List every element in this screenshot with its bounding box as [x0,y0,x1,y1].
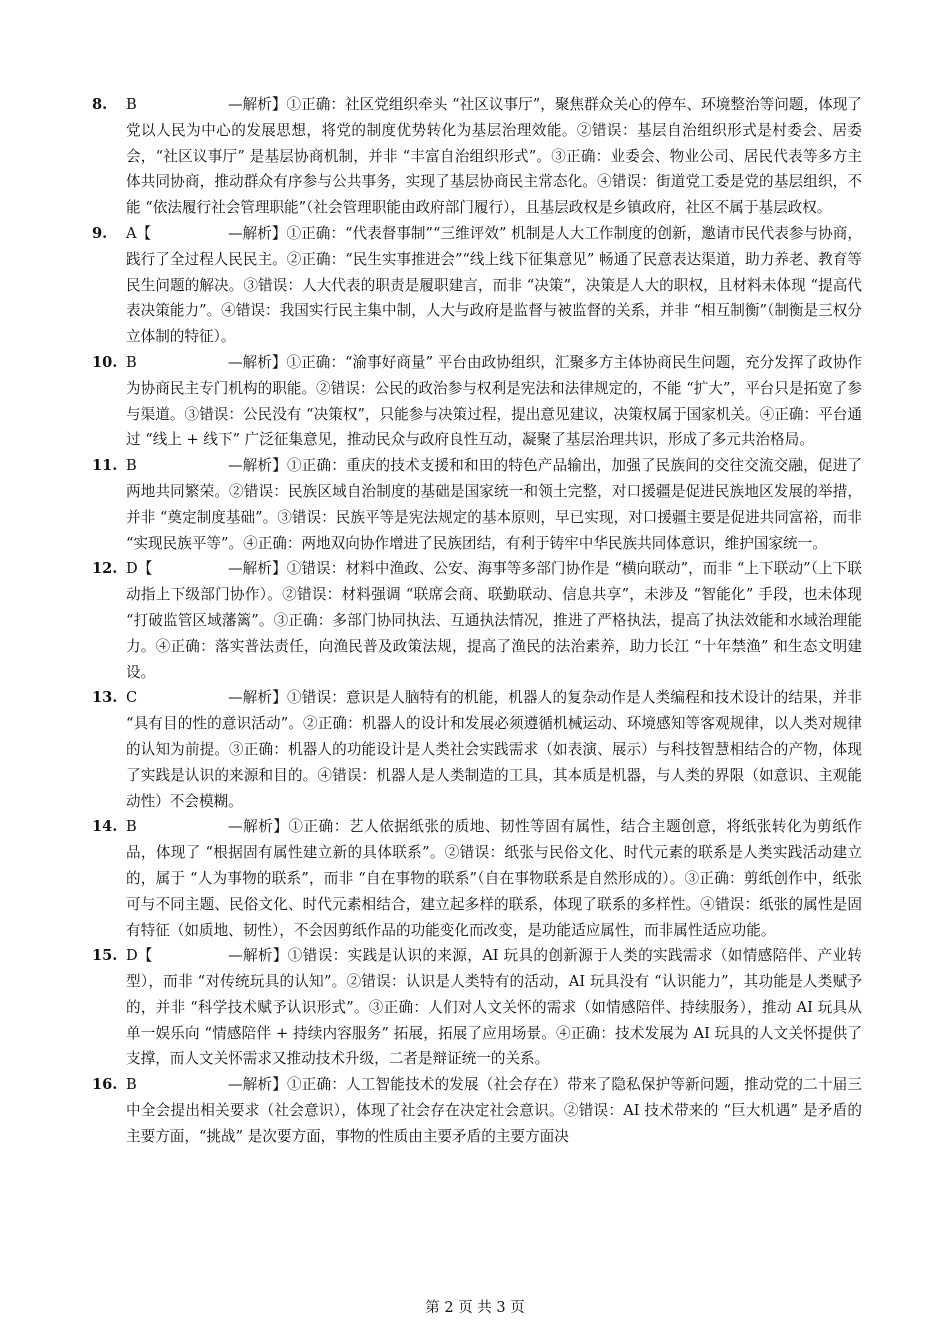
answer-item-9 [92,221,862,350]
analysis-text: —解析】①正确：社区党组织牵头 “社区议事厅”，聚焦群众关心的停车、环境整治等问题，体现了党以人民为中心的发展思想，将党的制度优势转化为基层治理效能。②错误：基层自治组织形式是村委会、居委会，“社区议事厅” 是基层协商机制，并非 “丰富自治组织形式”。③正确：业委会、物业公司、居民代表等多方主体共同协商，推动群众有序参与公共事务，实现了基层协商民主常态化。④错误：街道党工委是党的基层组织，不能 “依法履行社会管理职能”（社会管理职能由政府部门履行），且基层政权是乡镇政府，社区不属于基层政权。 [126,96,862,217]
answer-choice: A【 [126,224,152,242]
answer-item-10 [92,350,862,453]
question-number: 16. [92,1076,118,1094]
answer-item-13 [92,685,862,814]
analysis-text: —解析】①错误：实践是认识的来源，AI 玩具的创新源于人类的实践需求（如情感陪伴、产业转型），而非 “对传统玩具的认知”。②错误：认识是人类特有的活动，AI 玩具没有 “认识能力”，其功能是人类赋予的，并非 “科学技术赋予认识形式”。③正确：人们对人文关怀的需求（如情感陪伴、持续服务），推动 AI 玩具从单一娱乐向 “情感陪伴 + 持续内容服务” 拓展，拓展了应用场景。④正确：技术发展为 AI 玩具的人文关怀提供了支撑，而人文关怀需求又推动技术升级，二者是辩证统一的关系。 [126,947,862,1068]
analysis-text: —解析】①错误：意识是人脑特有的机能，机器人的复杂动作是人类编程和技术设计的结果，并非 “具有目的性的意识活动”。②正确：机器人的设计和发展必须遵循机械运动、环境感知等客观规律，以人类对规律的认知为前提。③正确：机器人的功能设计是人类社会实践需求（如表演、展示）与科技智慧相结合的产物，体现了实践是认识的来源和目的。④错误：机器人是人类制造的工具，其本质是机器，与人类的界限（如意识、主观能动性）不会模糊。 [126,689,862,810]
answer-list [92,92,862,1150]
answer-text [126,1072,862,1149]
answer-text [126,453,862,556]
answer-text [126,556,862,685]
analysis-text: —解析】①错误：材料中渔政、公安、海事等多部门协作是 “横向联动”，而非 “上下联动”（上下联动指上下级部门协作）。②错误：材料强调 “联席会商、联勤联动、信息共享”，未涉及 “智能化” 手段，也未体现 “打破监管区域藩篱”。③正确：多部门协同执法、互通执法情况，推进了严格执法，提高了执法效能和水域治理能力。④正确：落实普法责任，向渔民普及政策法规，提高了渔民的法治素养，助力长江 “十年禁渔” 和生态文明建设。 [126,560,862,681]
answer-item-8 [92,92,862,221]
question-number: 10. [92,353,118,371]
answer-choice: B [126,353,137,371]
answer-choice: C [126,689,138,707]
answer-choice: D【 [126,947,153,965]
answer-text [126,92,862,221]
analysis-text: —解析】①正确：“渝事好商量” 平台由政协组织，汇聚多方主体协商民生问题，充分发挥了政协作为协商民主专门机构的职能。②错误：公民的政治参与权利是宪法和法律规定的，不能 “扩大”，平台只是拓宽了参与渠道。③错误：公民没有 “决策权”，只能参与决策过程，提出意见建议，决策权属于国家机关。④正确：平台通过 “线上 + 线下” 广泛征集意见，推动民众与政府良性互动，凝聚了基层治理共识，形成了多元共治格局。 [126,353,862,449]
answer-item-12 [92,556,862,685]
analysis-text: —解析】①正确：重庆的技术支援和和田的特色产品输出，加强了民族间的交往交流交融，促进了两地共同繁荣。②错误：民族区域自治制度的基础是国家统一和领土完整，对口援疆是促进民族地区发展的举措，并非 “奠定制度基础”。③错误：民族平等是宪法规定的基本原则，早已实现，对口援疆主要是促进共同富裕，而非 “实现民族平等”。④正确：两地双向协作增进了民族团结，有利于铸牢中华民族共同体意识，维护国家统一。 [126,457,862,552]
answer-text [126,814,862,943]
question-number: 13. [92,689,118,707]
answer-item-16 [92,1072,862,1149]
page-footer: 第 2 页 共 3 页 [425,1300,525,1316]
question-number: 8. [92,96,108,113]
answer-choice: B [126,457,137,475]
answer-choice: B [126,96,137,113]
answer-text [126,685,862,814]
answer-text [126,350,862,453]
answer-item-15 [92,943,862,1072]
question-number: 12. [92,560,118,578]
answer-choice: D【 [126,560,153,578]
answer-item-11 [92,453,862,556]
answer-text [126,943,862,1072]
answer-choice: B [126,818,137,836]
question-number: 9. [92,224,108,242]
analysis-text: —解析】①正确：人工智能技术的发展（社会存在）带来了隐私保护等新问题，推动党的二十届三中全会提出相关要求（社会意识），体现了社会存在决定社会意识。②错误：AI 技术带来的 “巨大机遇” 是矛盾的主要方面，“挑战” 是次要方面，事物的性质由主要矛盾的主要方面决 [126,1076,862,1145]
question-number: 11. [92,457,118,475]
answer-choice: B [126,1076,137,1094]
question-number: 14. [92,818,118,836]
question-number: 15. [92,947,118,965]
analysis-text: —解析】①正确：“代表督事制”“三维评效” 机制是人大工作制度的创新，邀请市民代表参与协商，践行了全过程人民民主。②正确：“民生实事推进会”“线上线下征集意见” 畅通了民意表达渠道，助力养老、教育等民生问题的解决。③错误：人大代表的职责是履职建言，而非 “决策”，决策是人大的职权，且材料未体现 “提高代表决策能力”。④错误：我国实行民主集中制，人大与政府是监督与被监督的关系，并非 “相互制衡”（制衡是三权分立体制的特征）。 [126,224,862,346]
analysis-text: —解析】①正确：艺人依据纸张的质地、韧性等固有属性，结合主题创意，将纸张转化为剪纸作品，体现了 “根据固有属性建立新的具体联系”。②错误：纸张与民俗文化、时代元素的联系是人类实践活动建立的，属于 “人为事物的联系”，而非 “自在事物的联系”（自在事物联系是自然形成的）。③正确：剪纸创作中，纸张可与不同主题、民俗文化、时代元素相结合，建立起多样的联系，体现了联系的多样性。④错误：纸张的属性是固有特征（如质地、韧性），不会因剪纸作品的功能变化而改变，是功能适应属性，而非属性适应功能。 [126,818,862,939]
answer-item-14 [92,814,862,943]
answer-text [126,221,862,350]
